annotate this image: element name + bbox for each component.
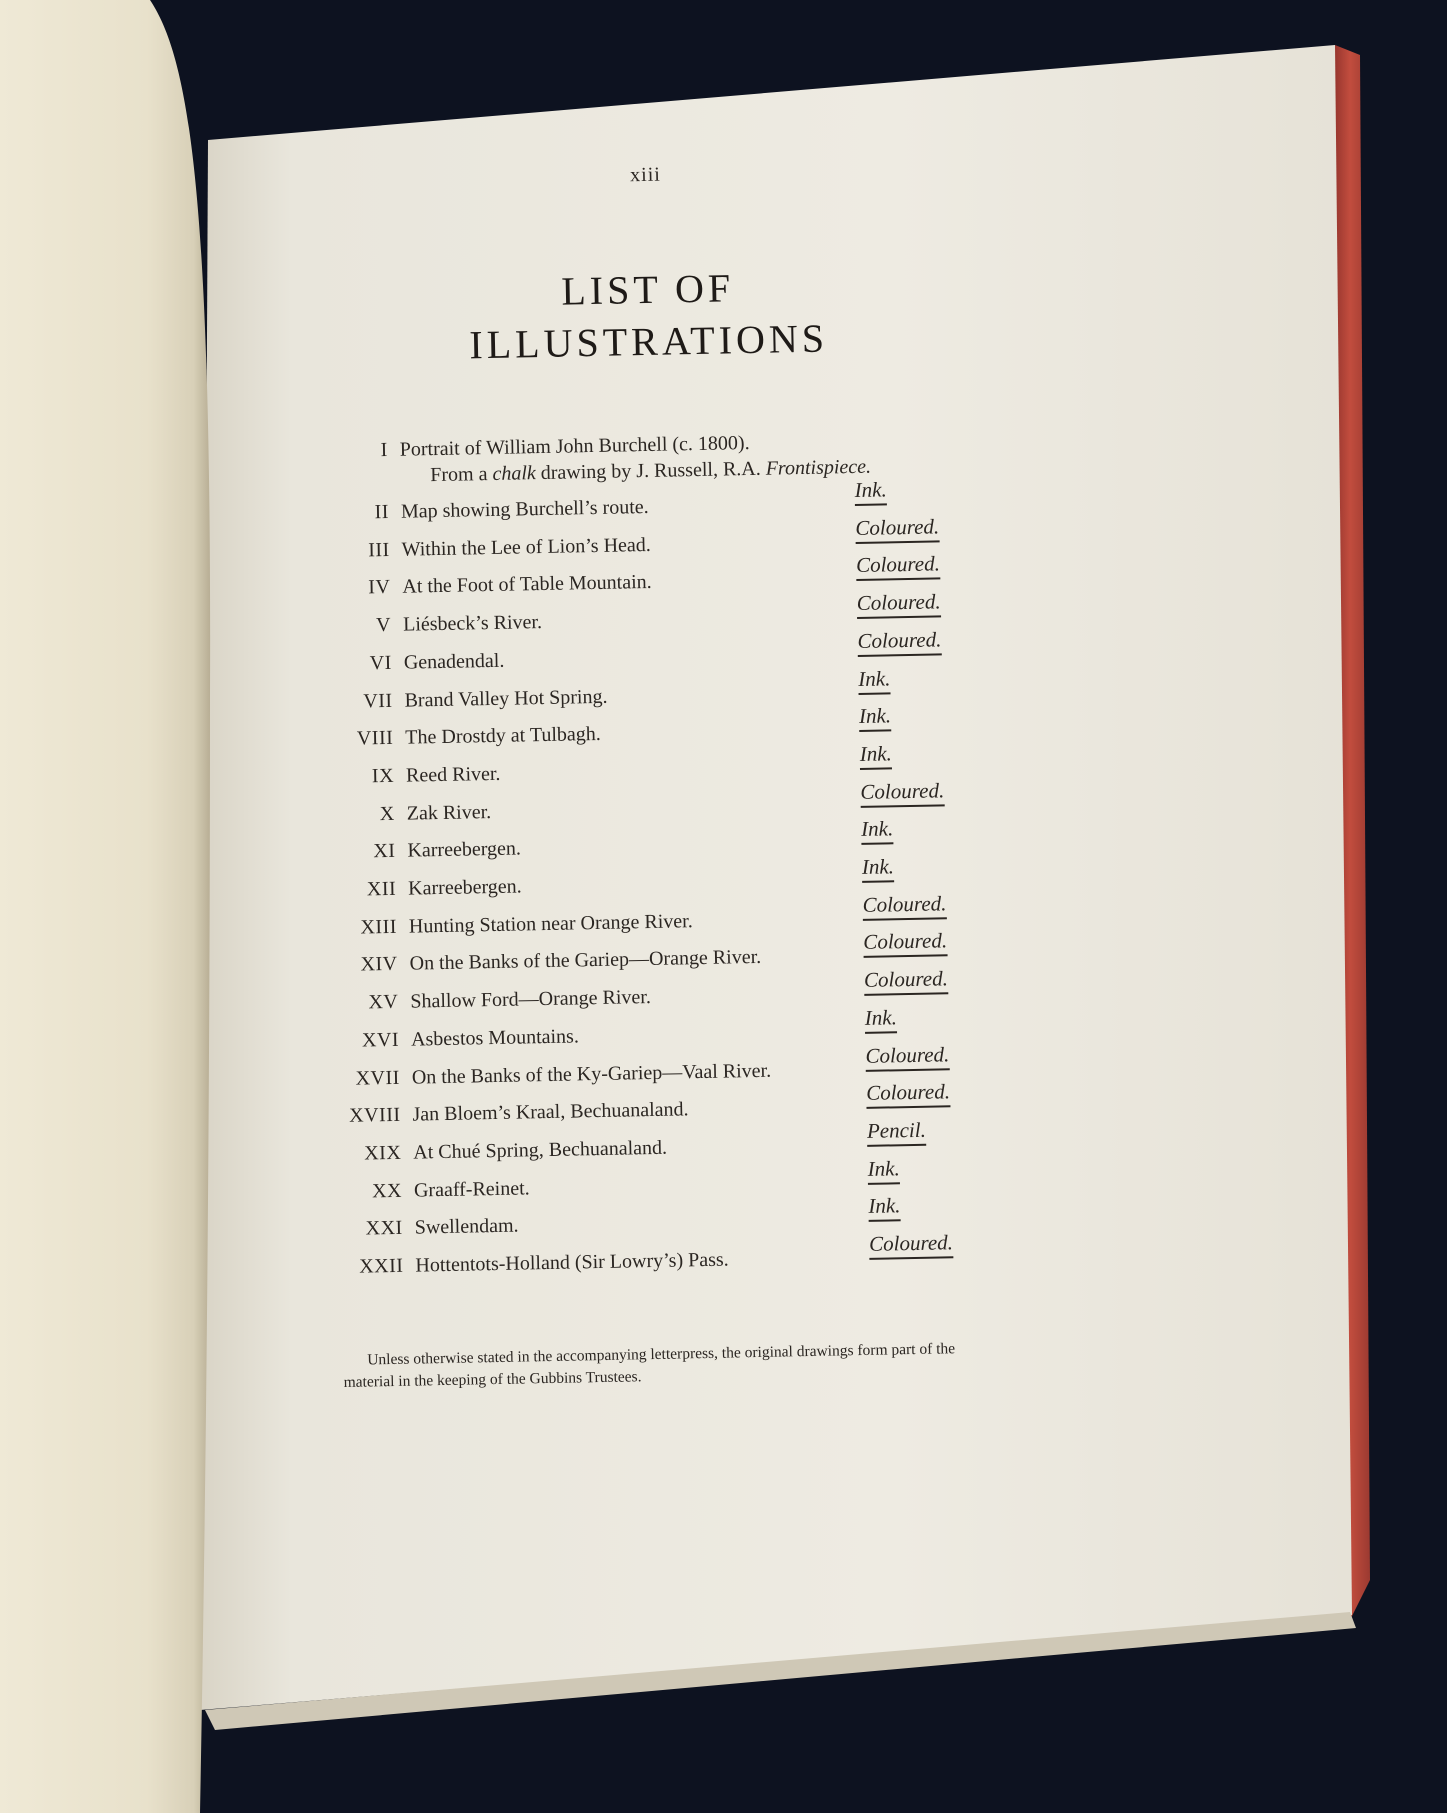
plate-numeral: XII bbox=[366, 877, 397, 901]
plate-medium: Coloured. bbox=[856, 552, 940, 582]
plate-medium: Coloured. bbox=[855, 514, 939, 544]
plate-medium: Coloured. bbox=[863, 929, 947, 959]
plate-numeral: XX bbox=[371, 1179, 403, 1202]
frontispiece-label: Frontispiece. bbox=[765, 455, 872, 480]
plate-medium: Ink. bbox=[859, 704, 892, 733]
plate-caption: Asbestos Mountains. bbox=[410, 1025, 580, 1051]
source-prefix: From a bbox=[430, 463, 488, 487]
plate-caption: Shallow Ford—Orange River. bbox=[410, 986, 652, 1013]
page-number: xiii bbox=[629, 163, 662, 187]
plate-numeral: X bbox=[379, 802, 395, 825]
plate-caption: Jan Bloem’s Kraal, Bechuanaland. bbox=[412, 1098, 689, 1126]
plate-numeral: VI bbox=[369, 651, 393, 675]
page-content bbox=[330, 137, 1015, 1449]
plate-caption: Karreebergen. bbox=[407, 875, 522, 900]
plate-caption: On the Banks of the Ky-Gariep—Vaal River. bbox=[411, 1059, 772, 1089]
plate-medium: Coloured. bbox=[862, 891, 946, 921]
plate-medium: Coloured. bbox=[869, 1230, 953, 1260]
plate-caption: Graaff-Reinet. bbox=[413, 1176, 530, 1202]
plate-medium: Ink. bbox=[858, 666, 891, 695]
plate-numeral: XIV bbox=[360, 953, 398, 976]
plate-medium: Ink. bbox=[867, 1156, 900, 1185]
plate-caption: Zak River. bbox=[406, 800, 492, 825]
plate-numeral: IV bbox=[368, 576, 391, 599]
list-item bbox=[351, 1230, 992, 1290]
plate-numeral: XIX bbox=[364, 1141, 402, 1165]
plate-numeral: XVI bbox=[361, 1028, 400, 1052]
plate-caption: Hottentots-Holland (Sir Lowry’s) Pass. bbox=[415, 1248, 729, 1277]
plate-numeral: III bbox=[367, 538, 390, 562]
plate-numeral: VII bbox=[363, 689, 393, 712]
plate-medium: Pencil. bbox=[867, 1118, 926, 1147]
plate-caption: Karreebergen. bbox=[407, 837, 522, 862]
plate-numeral: XIII bbox=[360, 915, 398, 939]
plate-medium: Coloured. bbox=[864, 966, 948, 996]
plate-numeral: IX bbox=[371, 764, 395, 788]
plate-numeral: II bbox=[374, 500, 390, 524]
plate-medium: Ink. bbox=[854, 477, 887, 506]
left-page bbox=[0, 0, 210, 1813]
plate-medium: Coloured. bbox=[865, 1042, 949, 1072]
source-suffix: drawing by J. Russell, R.A. bbox=[540, 457, 761, 485]
plate-numeral: XXII bbox=[359, 1254, 404, 1278]
plate-medium: Coloured. bbox=[866, 1079, 950, 1109]
plate-numeral: VIII bbox=[356, 727, 394, 750]
plate-medium: Ink. bbox=[865, 1005, 898, 1034]
plate-numeral: XV bbox=[368, 990, 399, 1014]
plate-medium: Coloured. bbox=[857, 589, 941, 619]
plate-numeral: XI bbox=[373, 840, 396, 863]
plate-medium: Ink. bbox=[862, 854, 895, 883]
plate-medium: Coloured. bbox=[860, 778, 944, 808]
plate-caption: Hunting Station near Orange River. bbox=[408, 909, 693, 938]
plate-caption: Brand Valley Hot Spring. bbox=[404, 685, 608, 712]
plate-caption: On the Banks of the Gariep—Orange River. bbox=[409, 946, 762, 976]
plate-medium: Ink. bbox=[859, 741, 892, 770]
plate-caption: At the Foot of Table Mountain. bbox=[402, 571, 652, 599]
title-line-1: LIST OF bbox=[560, 265, 735, 314]
plate-caption: Swellendam. bbox=[414, 1214, 519, 1239]
plate-source bbox=[430, 456, 871, 487]
plate-medium: Ink. bbox=[861, 817, 894, 846]
plate-numeral: V bbox=[375, 614, 392, 637]
footnote: Unless otherwise stated in the accompanying letterpress, the original drawings form part of the material in the keeping of the Gubbins Trustees. bbox=[343, 1340, 956, 1391]
plate-caption: Genadendal. bbox=[403, 649, 505, 674]
plate-caption: At Chué Spring, Bechuanaland. bbox=[413, 1136, 668, 1164]
plate-numeral: I bbox=[380, 438, 388, 462]
plate-medium: Coloured. bbox=[857, 627, 941, 657]
plate-caption: Reed River. bbox=[405, 762, 501, 787]
plate-numeral: XVII bbox=[355, 1066, 401, 1090]
plate-medium: Ink. bbox=[868, 1194, 901, 1223]
plate-caption: Portrait of William John Burchell (c. 1800). bbox=[399, 432, 750, 461]
source-medium: chalk bbox=[492, 462, 536, 485]
plate-caption: Liésbeck’s River. bbox=[402, 611, 543, 636]
plate-numeral: XVIII bbox=[348, 1104, 401, 1127]
plate-numeral: XXI bbox=[365, 1217, 403, 1240]
title-line-2: ILLUSTRATIONS bbox=[468, 315, 829, 368]
plate-caption: The Drostdy at Tulbagh. bbox=[405, 723, 602, 749]
plate-caption: Within the Lee of Lion’s Head. bbox=[401, 533, 651, 561]
plate-caption: Map showing Burchell’s route. bbox=[400, 495, 649, 523]
list-item-frontispiece bbox=[336, 428, 977, 487]
page-title bbox=[332, 258, 964, 374]
